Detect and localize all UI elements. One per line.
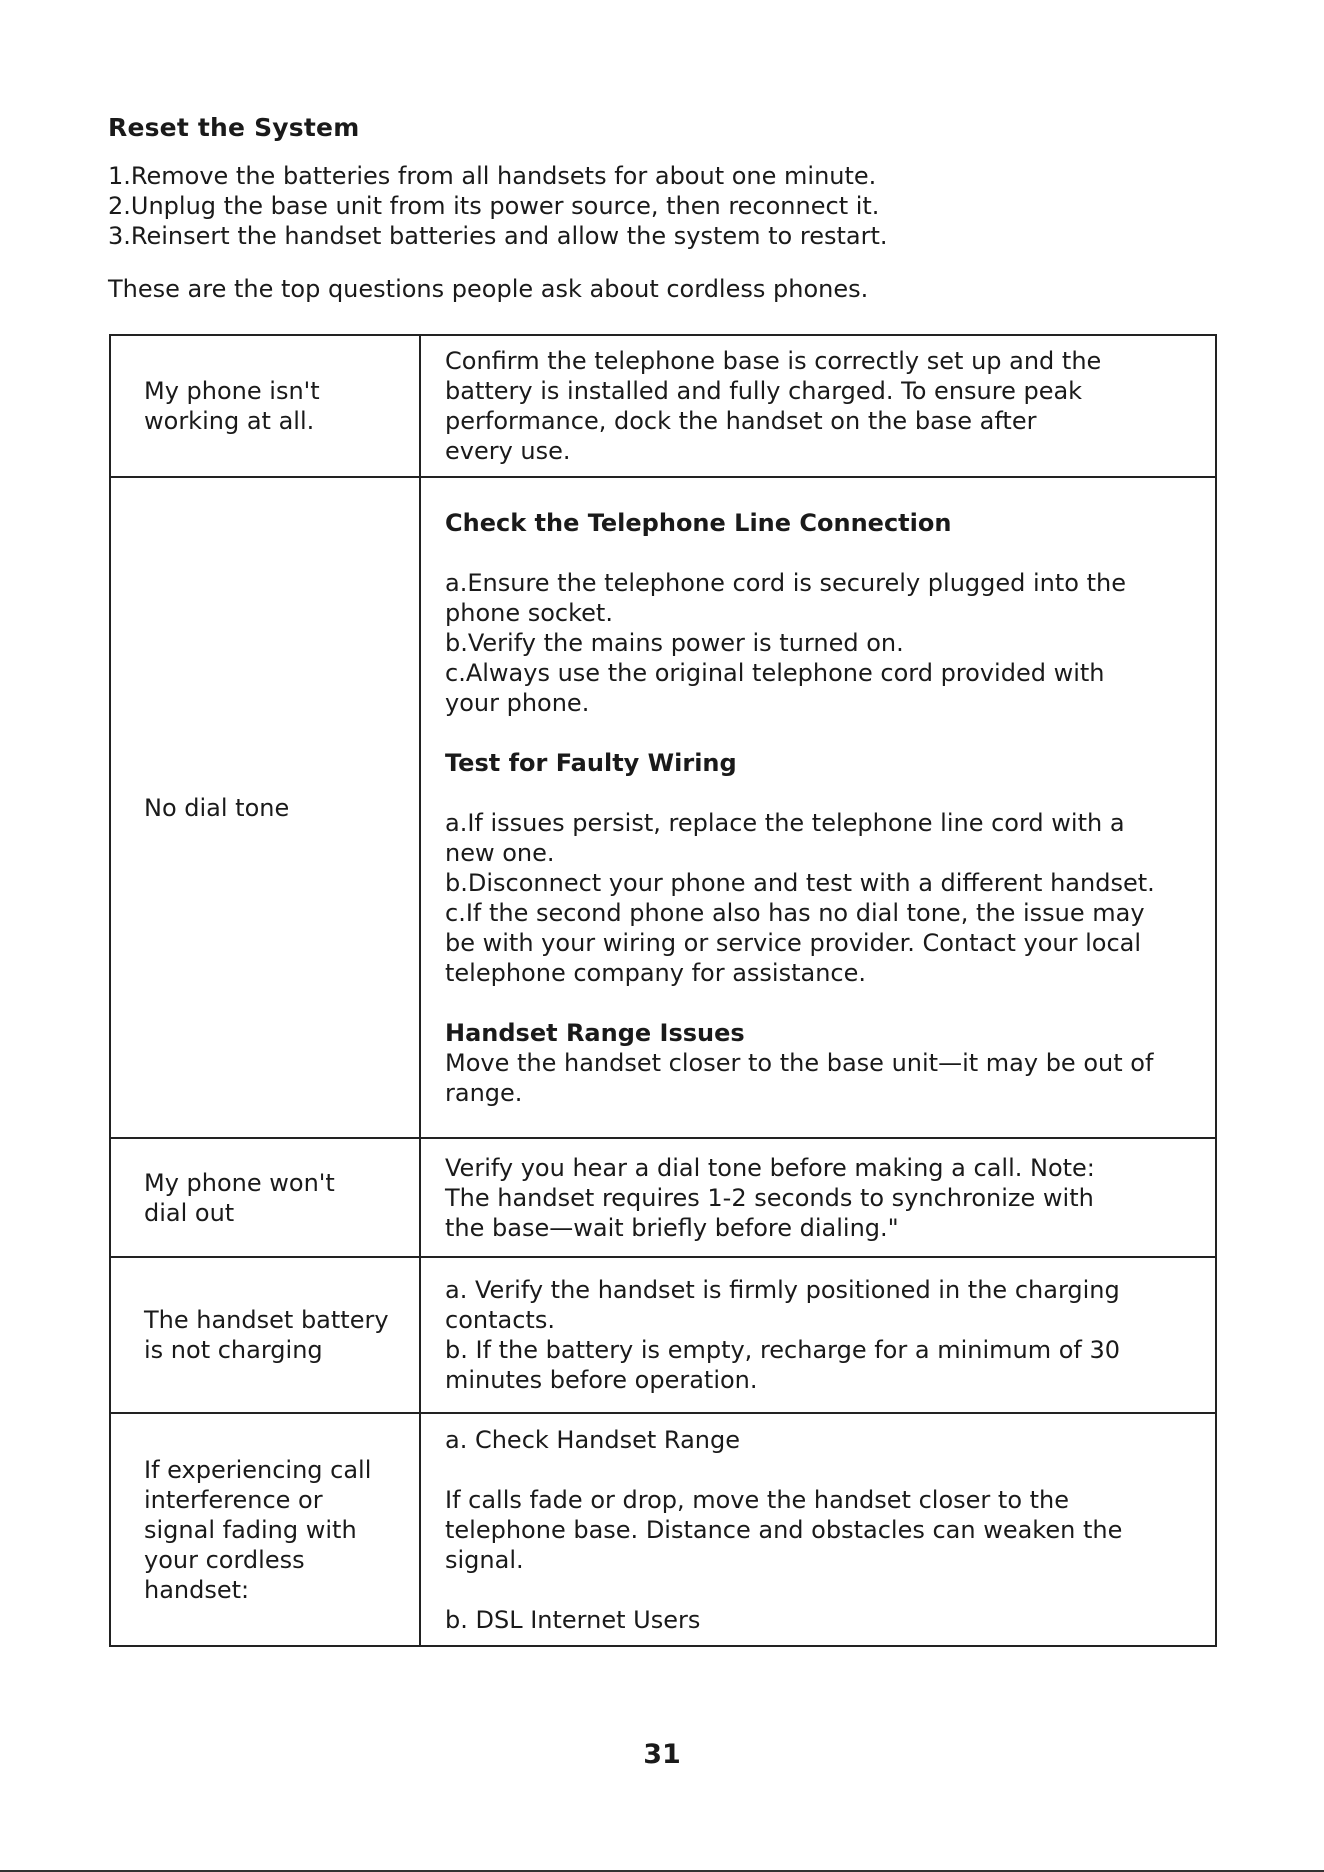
table-row xyxy=(110,477,1216,1138)
text-line: b. DSL Internet Users xyxy=(445,1605,701,1634)
text-line: telephone base. Distance and obstacles can weaken the xyxy=(445,1515,1123,1544)
text-line: performance, dock the handset on the base after xyxy=(445,407,1037,435)
solution-cell xyxy=(420,1138,1216,1257)
problem-cell xyxy=(110,335,420,477)
section-heading: Check the Telephone Line Connection xyxy=(445,508,952,537)
text-line: If calls fade or drop, move the handset closer to the xyxy=(445,1485,1070,1514)
text-line: The handset battery xyxy=(144,1306,389,1334)
solution-text xyxy=(445,1605,1197,1635)
text-line: minutes before operation. xyxy=(445,1366,758,1394)
section-heading: Test for Faulty Wiring xyxy=(445,748,737,777)
text-line: Confirm the telephone base is correctly set up and the xyxy=(445,347,1102,375)
text-line: Verify you hear a dial tone before making a call. Note: xyxy=(445,1153,1095,1182)
solution-text xyxy=(445,1425,1197,1455)
solution-cell xyxy=(420,335,1216,477)
text-line: phone socket. xyxy=(445,598,613,627)
table-row xyxy=(110,335,1216,477)
solution-cell xyxy=(420,1257,1216,1413)
text-line: new one. xyxy=(445,838,555,867)
problem-cell xyxy=(110,1413,420,1646)
text-line: a. Check Handset Range xyxy=(445,1425,740,1454)
solution-text xyxy=(445,1048,1197,1108)
reset-steps-list xyxy=(108,161,888,251)
reset-step: 1.Remove the batteries from all handsets for about one minute. xyxy=(108,162,877,190)
solution-text xyxy=(445,346,1197,466)
problem-text xyxy=(144,793,401,823)
problem-text xyxy=(144,376,401,436)
solution-text xyxy=(445,568,1197,718)
text-line: handset: xyxy=(144,1575,250,1604)
text-line: range. xyxy=(445,1078,523,1107)
text-line: a.Ensure the telephone cord is securely plugged into the xyxy=(445,568,1126,597)
problem-cell xyxy=(110,1138,420,1257)
problem-cell xyxy=(110,1257,420,1413)
text-line: My phone won't xyxy=(144,1168,335,1197)
text-line: a. Verify the handset is firmly positioned in the charging xyxy=(445,1276,1120,1304)
text-line: your cordless xyxy=(144,1545,305,1574)
problem-text xyxy=(144,1455,401,1605)
section-heading: Handset Range Issues xyxy=(445,1018,745,1047)
text-line: signal. xyxy=(445,1545,524,1574)
text-line: dial out xyxy=(144,1198,235,1227)
intro-text: These are the top questions people ask about cordless phones. xyxy=(108,275,869,303)
text-line: If experiencing call xyxy=(144,1455,372,1484)
solution-text xyxy=(445,1153,1197,1243)
page-title: Reset the System xyxy=(108,113,360,142)
text-line: c.If the second phone also has no dial tone, the issue may xyxy=(445,898,1145,927)
solution-cell xyxy=(420,1413,1216,1646)
text-line: the base—wait briefly before dialing." xyxy=(445,1213,899,1242)
text-line: The handset requires 1-2 seconds to synchronize with xyxy=(445,1183,1094,1212)
problem-text xyxy=(144,1168,401,1228)
text-line: working at all. xyxy=(144,407,315,435)
text-line: b.Disconnect your phone and test with a different handset. xyxy=(445,868,1155,897)
text-line: your phone. xyxy=(445,688,590,717)
solution-text xyxy=(445,1485,1197,1575)
table-row xyxy=(110,1413,1216,1646)
text-line: b. If the battery is empty, recharge for a minimum of 30 xyxy=(445,1336,1121,1364)
text-line: interference or xyxy=(144,1485,323,1514)
reset-step: 2.Unplug the base unit from its power source, then reconnect it. xyxy=(108,192,880,220)
reset-step: 3.Reinsert the handset batteries and allow the system to restart. xyxy=(108,222,888,250)
text-line: No dial tone xyxy=(144,793,290,822)
solution-text xyxy=(445,1275,1197,1395)
text-line: contacts. xyxy=(445,1306,555,1334)
text-line: battery is installed and fully charged. To ensure peak xyxy=(445,377,1083,405)
text-line: a.If issues persist, replace the telephone line cord with a xyxy=(445,808,1125,837)
text-line: b.Verify the mains power is turned on. xyxy=(445,628,904,657)
solution-text xyxy=(445,808,1197,988)
table-row xyxy=(110,1257,1216,1413)
text-line: signal fading with xyxy=(144,1515,357,1544)
text-line: telephone company for assistance. xyxy=(445,958,867,987)
table-row xyxy=(110,1138,1216,1257)
text-line: be with your wiring or service provider. Contact your local xyxy=(445,928,1142,957)
problem-text xyxy=(144,1305,401,1365)
text-line: My phone isn't xyxy=(144,377,320,405)
troubleshooting-table xyxy=(109,334,1217,1647)
solution-cell xyxy=(420,477,1216,1138)
text-line: c.Always use the original telephone cord provided with xyxy=(445,658,1105,687)
text-line: is not charging xyxy=(144,1336,323,1364)
text-line: Move the handset closer to the base unit—it may be out of xyxy=(445,1048,1154,1077)
text-line: every use. xyxy=(445,437,571,465)
problem-cell xyxy=(110,477,420,1138)
page-number: 31 xyxy=(643,1739,681,1770)
